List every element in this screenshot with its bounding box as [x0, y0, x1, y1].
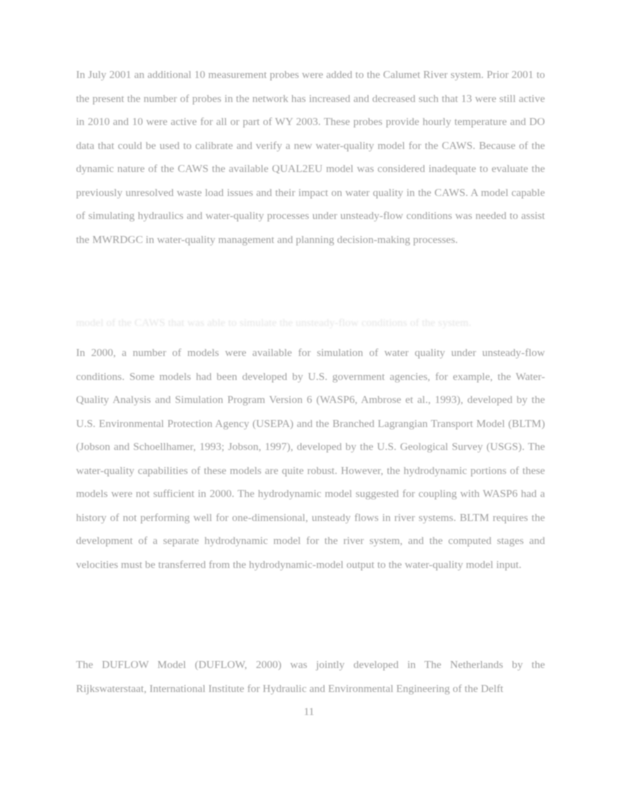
- faded-text-line: model of the CAWS that was able to simulate the unsteady-flow conditions of the system.: [76, 317, 472, 329]
- paragraph-duflow-model: The DUFLOW Model (DUFLOW, 2000) was jointly developed in The Netherlands by the Rijkswaterstaat, International Institute for Hydraulic and Environmental Engineering of the Delft: [76, 659, 545, 695]
- page-number: 11: [303, 706, 315, 718]
- paragraph-calumet-probes: In July 2001 an additional 10 measurement probes were added to the Calumet River system. Prior 2001 to the present the number of probes in the network has increased and decreased such that 13 were still active in 2010 and 10 were active for all or part of WY 2003. These probes provide hourly temperature and DO data that could be used to calibrate and verify a new water-quality model for the CAWS. Because of the dynamic nature of the CAWS the available QUAL2EU model was considered inadequate to evaluate the previously unresolved waste load issues and their impact on water quality in the CAWS. A model capable of simulating hydraulics and water-quality processes under unsteady-flow conditions was needed to assist the MWRDGC in water-quality management and planning decision-making processes.: [76, 69, 545, 246]
- paragraph-available-models: In 2000, a number of models were available for simulation of water quality under unsteady-flow conditions. Some models had been developed by U.S. government agencies, for example, the Water-Quality Analysis and Simulation Program Version 6 (WASP6, Ambrose et al., 1993), developed by the U.S. Environmental Protection Agency (USEPA) and the Branched Lagrangian Transport Model (BLTM) (Jobson and Schoellhamer, 1993; Jobson, 1997), developed by the U.S. Geological Survey (USGS). The water-quality capabilities of these models are quite robust. However, the hydrodynamic portions of these models were not sufficient in 2000. The hydrodynamic model suggested for coupling with WASP6 had a history of not performing well for one-dimensional, unsteady flows in river systems. BLTM requires the development of a separate hydrodynamic model for the river system, and the computed stages and velocities must be transferred from the hydrodynamic-model output to the water-quality model input.: [76, 347, 545, 571]
